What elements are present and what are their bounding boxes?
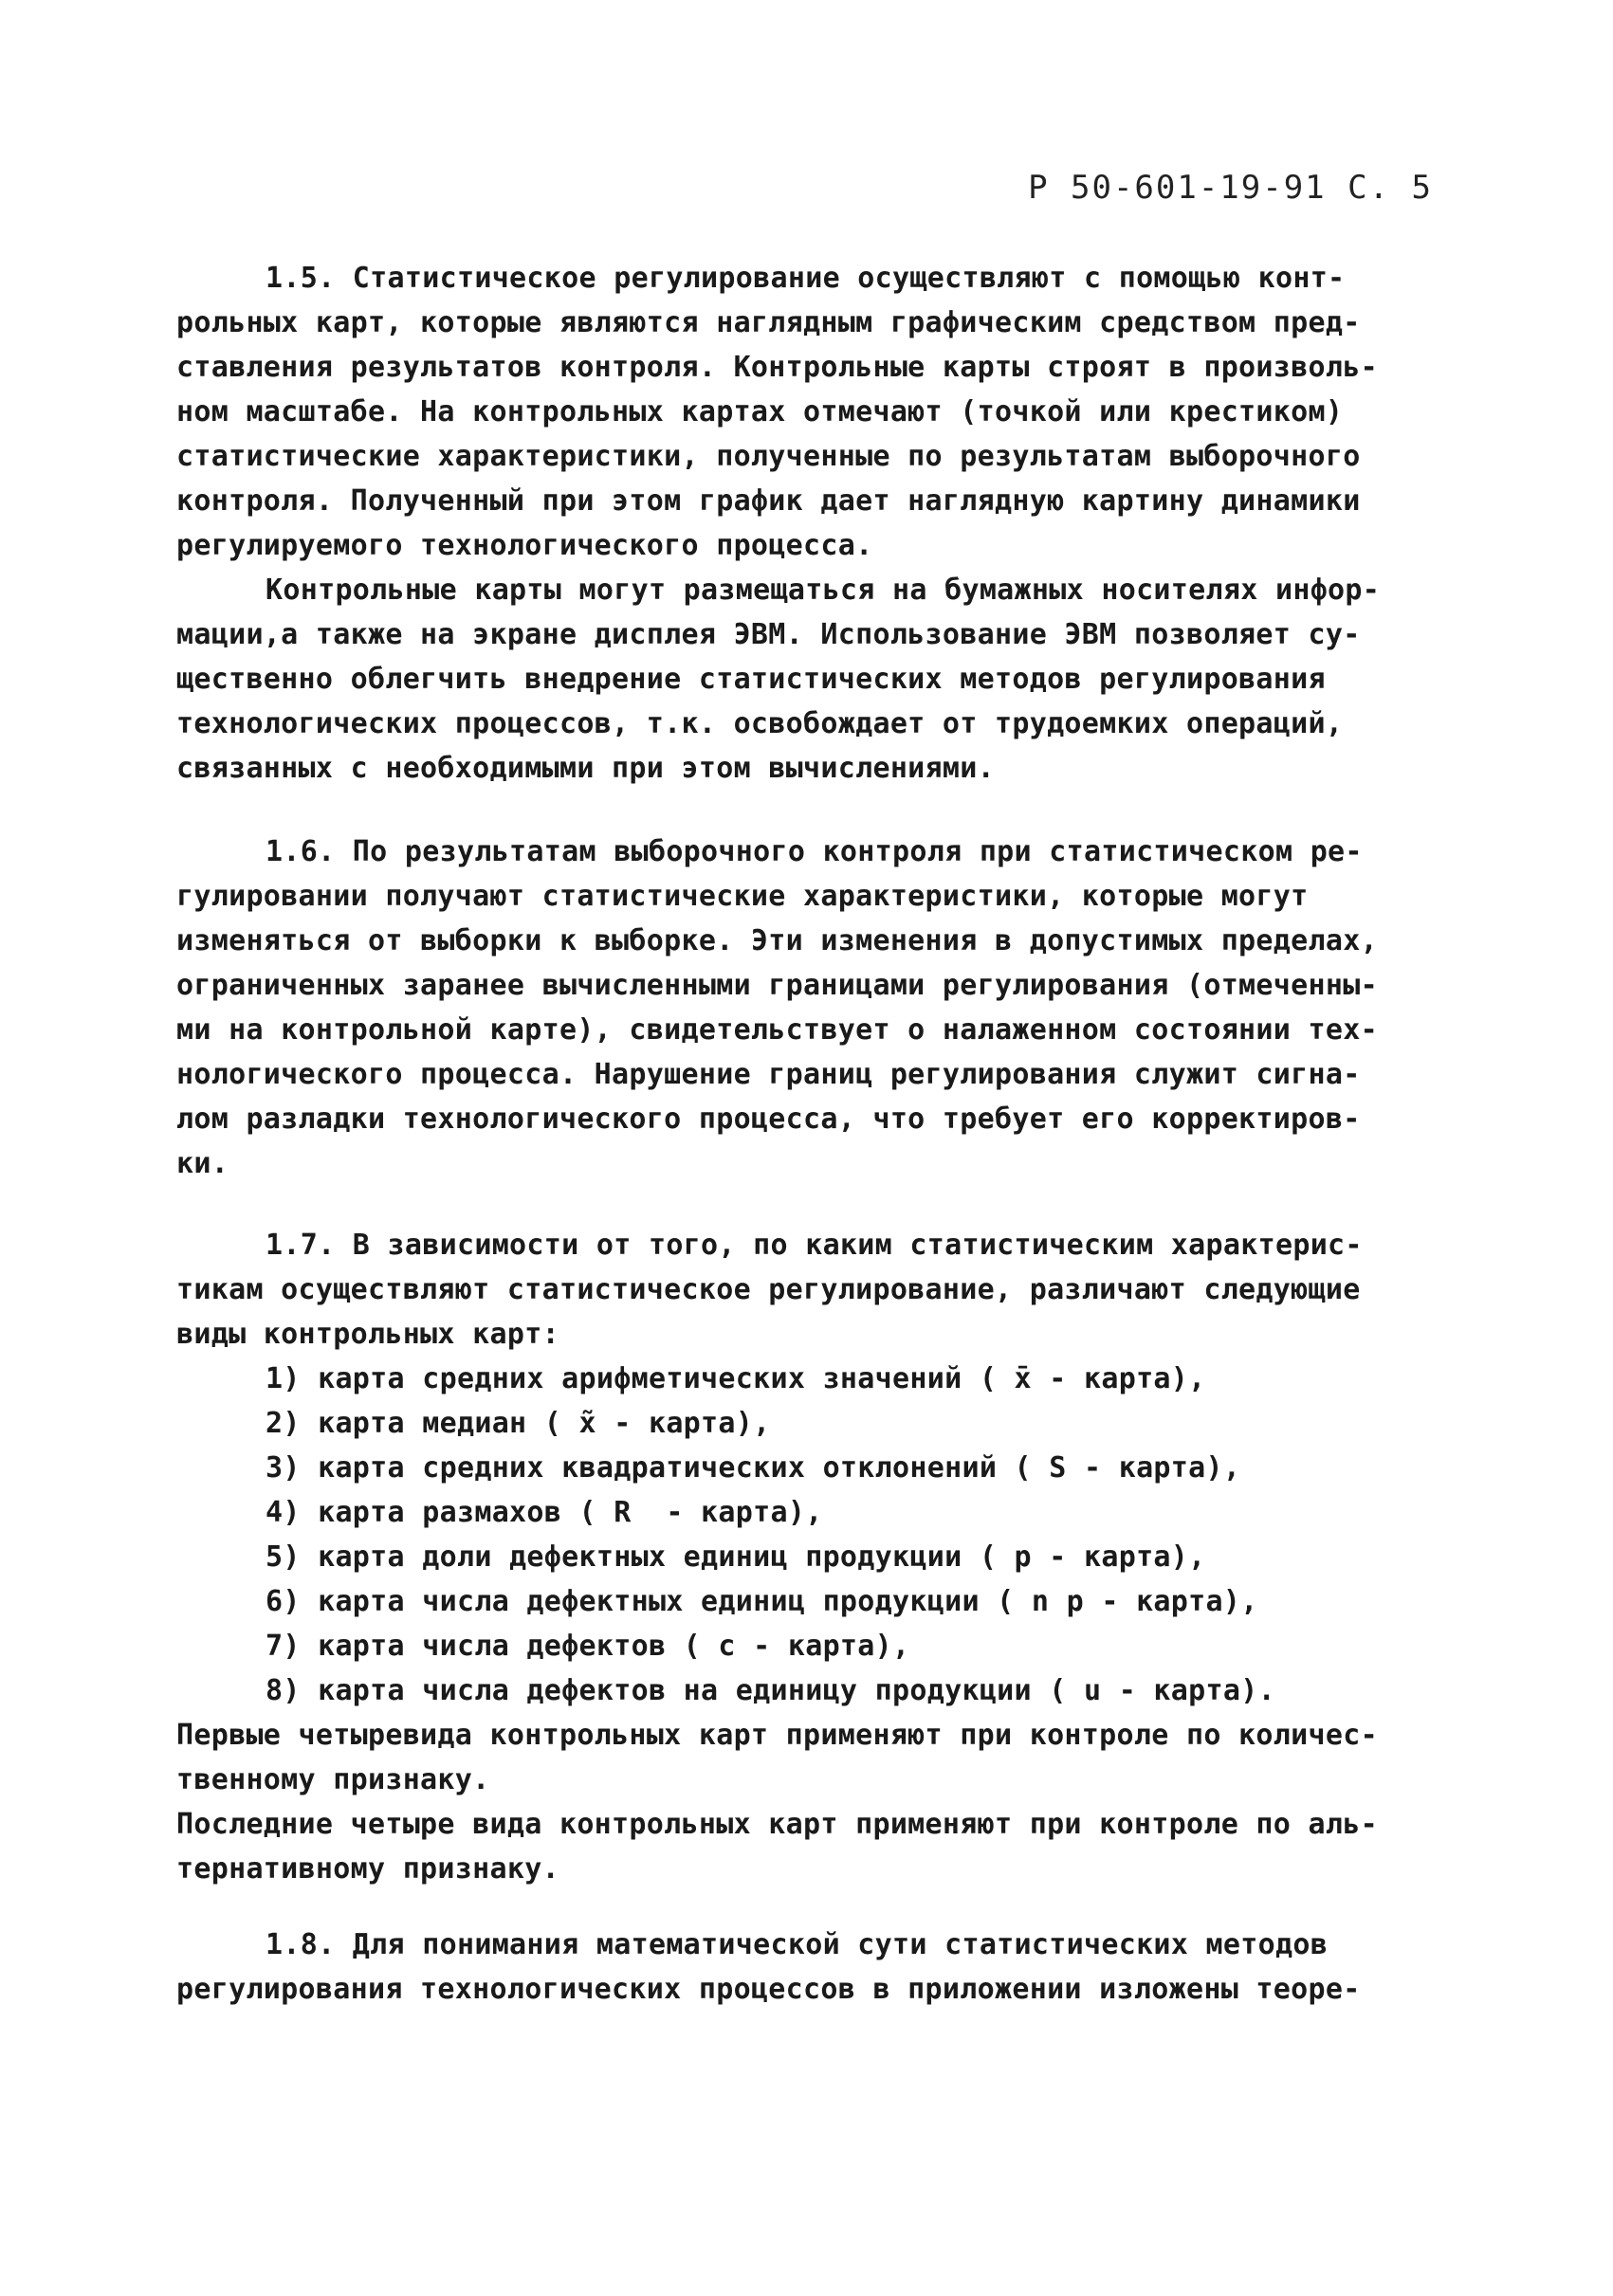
chart-type-item: 7) карта числа дефектов ( c - карта), [266, 1630, 910, 1663]
text-line: ки. [176, 1147, 229, 1180]
chart-type-item: 5) карта доли дефектных единиц продукции ( p - карта), [266, 1540, 1206, 1574]
chart-type-item: 4) карта размахов ( R - карта), [266, 1496, 823, 1529]
text-line: твенному признаку. [176, 1763, 490, 1796]
text-line: тернативному признаку. [176, 1852, 559, 1886]
text-line: Последние четыре вида контрольных карт применяют при контроле по аль- [176, 1808, 1378, 1841]
text-line: 1.5. Статистическое регулирование осуществляют с помощью конт- [266, 262, 1346, 295]
chart-type-item: 3) карта средних квадратических отклонений ( S - карта), [266, 1451, 1241, 1485]
text-line: 1.7. В зависимости от того, по каким статистическим характерис- [266, 1229, 1363, 1262]
text-line: 1.6. По результатам выборочного контроля при статистическом ре- [266, 835, 1363, 868]
text-line: ми на контрольной карте), свидетельствует о налаженном состоянии тех- [176, 1013, 1378, 1047]
chart-type-item: 1) карта средних арифметических значений ( x̄ - карта), [266, 1362, 1206, 1395]
clause-1-5 [176, 256, 1447, 791]
chart-type-item: 8) карта числа дефектов на единицу продукции ( u - карта). [266, 1674, 1275, 1707]
text-line: регулируемого технологического процесса. [176, 529, 873, 562]
chart-type-item: 6) карта числа дефектных единиц продукции ( n p - карта), [266, 1585, 1258, 1618]
chart-type-item: 2) карта медиан ( x̃ - карта), [266, 1407, 771, 1440]
text-line: регулирования технологических процессов в приложении изложены теоре- [176, 1973, 1361, 2006]
clause-1-6 [176, 829, 1447, 1186]
text-line: гулировании получают статистические характеристики, которые могут [176, 880, 1309, 913]
text-line: Контрольные карты могут размещаться на бумажных носителях инфор- [266, 574, 1381, 607]
text-line: виды контрольных карт: [176, 1318, 559, 1351]
text-line: связанных с необходимыми при этом вычислениями. [176, 752, 995, 785]
text-line: изменяться от выборки к выборке. Эти изменения в допустимых пределах, [176, 924, 1378, 957]
text-line: Первые четыревида контрольных карт применяют при контроле по количес- [176, 1719, 1378, 1752]
clause-1-8 [176, 1922, 1447, 2012]
text-line: технологических процессов, т.к. освобождает от трудоемких операций, [176, 707, 1344, 740]
text-line: 1.8. Для понимания математической сути статистических методов [266, 1928, 1329, 1961]
text-line: щественно облегчить внедрение статистических методов регулирования [176, 663, 1326, 696]
text-line: ставления результатов контроля. Контрольные карты строят в произволь- [176, 351, 1378, 384]
clause-1-7 [176, 1223, 1447, 1891]
document-reference: Р 50-601-19-91 С. 5 [1028, 169, 1433, 207]
text-line: контроля. Полученный при этом график дает наглядную картину динамики [176, 484, 1361, 518]
text-line: рольных карт, которые являются наглядным графическим средством пред- [176, 306, 1361, 339]
text-line: мации,а также на экране дисплея ЭВМ. Использование ЭВМ позволяет су- [176, 618, 1361, 651]
text-line: статистические характеристики, полученные по результатам выборочного [176, 440, 1361, 473]
text-line: тикам осуществляют статистическое регулирование, различают следующие [176, 1273, 1361, 1306]
text-line: лом разладки технологического процесса, что требует его корректиров- [176, 1102, 1361, 1136]
text-line: нологического процесса. Нарушение границ регулирования служит сигна- [176, 1058, 1361, 1091]
text-line: ограниченных заранее вычисленными границами регулирования (отмеченны- [176, 969, 1378, 1002]
text-line: ном масштабе. На контрольных картах отмечают (точкой или крестиком) [176, 395, 1344, 428]
